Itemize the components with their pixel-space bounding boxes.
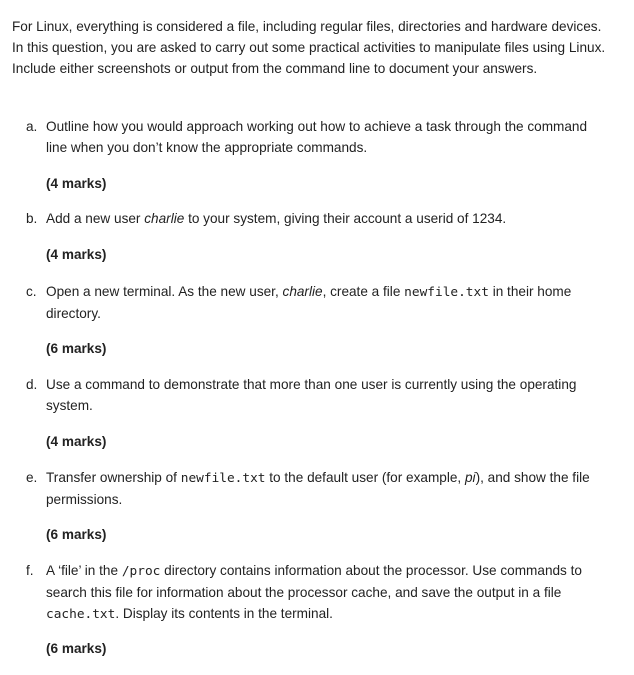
question-text <box>46 560 606 625</box>
question-text-part: Transfer ownership of <box>46 470 181 485</box>
question-text-part: directory contains information about the processor. Use commands to search this file for information about the processor cache, and save the output in a file <box>46 563 582 600</box>
question-text: Outline how you would approach working out how to achieve a task through the command line when you don’t know the appropriate commands. <box>46 119 588 155</box>
marks-label: (4 marks) <box>46 176 107 191</box>
directory-name: /proc <box>121 564 161 579</box>
question-text-part: Add a new user <box>46 211 145 226</box>
marks-label: (6 marks) <box>46 641 107 656</box>
question-letter: c. <box>26 284 37 299</box>
question-text <box>46 467 606 510</box>
question-letter: e. <box>26 470 38 485</box>
question-text-part: in their home directory. <box>46 284 572 321</box>
marks-label: (6 marks) <box>46 527 107 542</box>
question-text-part: . Display its contents in the terminal. <box>115 606 333 621</box>
question-letter: f. <box>26 563 34 578</box>
question-text <box>46 208 606 229</box>
question-letter: d. <box>26 377 38 392</box>
question-text-part: Open a new terminal. As the new user, <box>46 284 283 299</box>
question-letter: a. <box>26 119 38 134</box>
marks-label: (4 marks) <box>46 434 107 449</box>
question-text-part: , create a file <box>322 284 405 299</box>
marks-label: (6 marks) <box>46 341 107 356</box>
filename: newfile.txt <box>180 471 266 486</box>
intro-paragraph: For Linux, everything is considered a file, including regular files, directories and hardware devices. In this question, you are asked to carry out some practical activities to manipulate files using Linux. Include either screenshots or output from the command line to document your answers. <box>12 19 606 76</box>
question-letter: b. <box>26 211 38 226</box>
marks-label: (4 marks) <box>46 247 107 262</box>
question-text-part: ), and show the file permissions. <box>46 470 590 507</box>
question-text <box>46 281 606 324</box>
username: charlie <box>144 211 185 226</box>
filename: cache.txt <box>46 607 116 622</box>
question-text-part: A ‘file’ in the <box>46 563 122 578</box>
question-text-part: to the default user (for example, <box>265 470 465 485</box>
username: pi <box>464 470 476 485</box>
username: charlie <box>282 284 323 299</box>
question-text-part: to your system, giving their account a userid of 1234. <box>184 211 507 226</box>
filename: newfile.txt <box>404 285 489 300</box>
question-text: Use a command to demonstrate that more than one user is currently using the operating system. <box>46 377 577 413</box>
